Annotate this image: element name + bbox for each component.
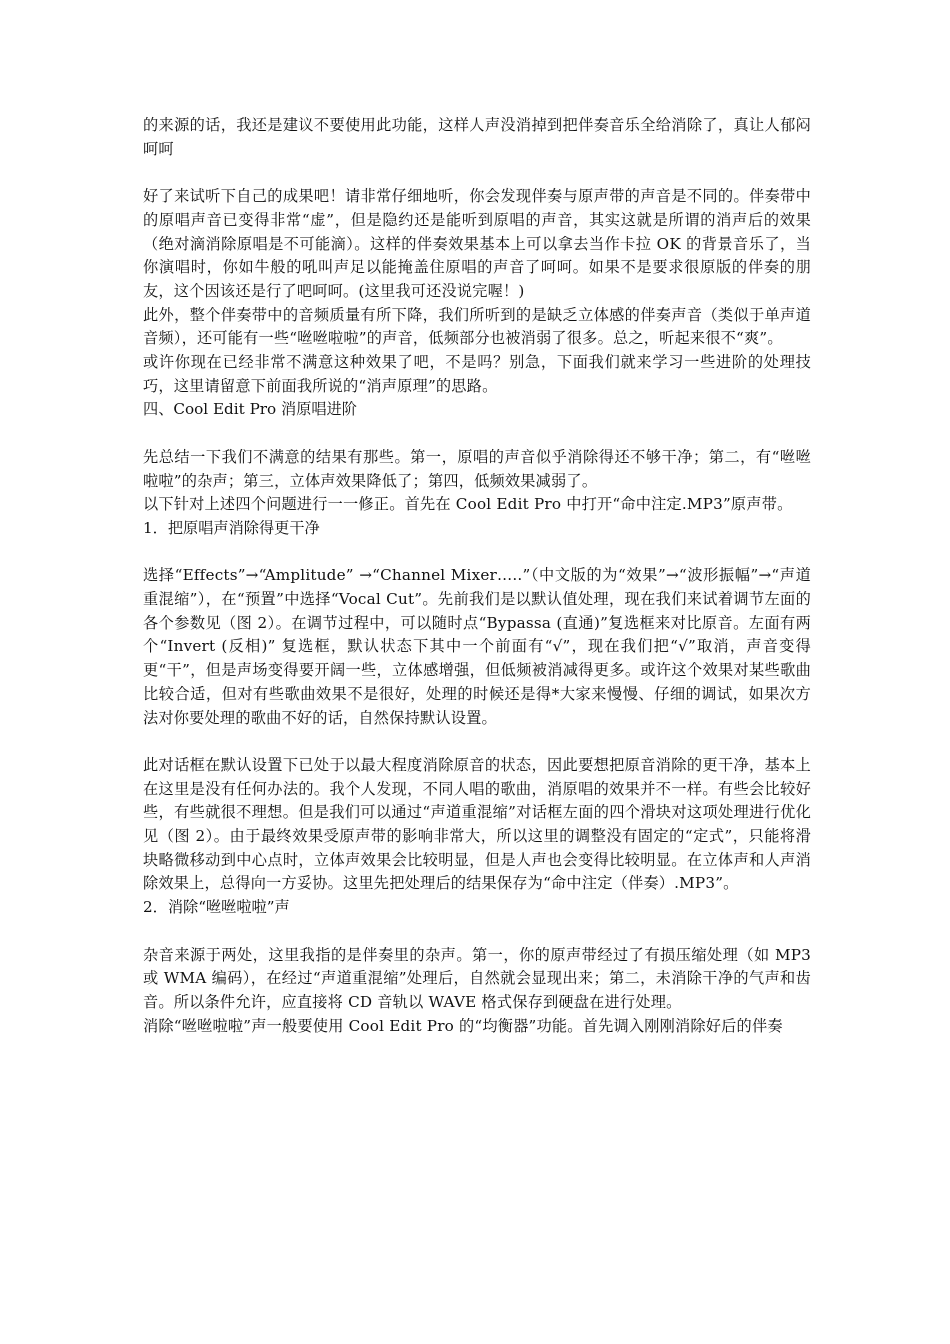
paragraph: 的来源的话，我还是建议不要使用此功能，这样人声没消掉到把伴奏音乐全给消除了，真让人郁闷呵呵 (143, 116, 811, 158)
paragraph: 此外，整个伴奏带中的音频质量有所下降，我们所听到的是缺乏立体感的伴奏声音（类似于单声道音频），还可能有一些“咝咝啦啦”的声音，低频部分也被消弱了很多。总之，听起来很不“爽”。 (143, 305, 811, 348)
paragraph: 选择“Effects”→“Amplitude” →“Channel Mixer…..”（中文版的为“效果”→“波形振幅”→“声道重混缩”），在“预置”中选择“Vocal Cut”。先前我们是以默认值处理，现在我们来试着调节左面的各个参数见（图 2）。在调节过程中，可以随时点“Bypassa (直通)”复选框来对比原音。左面有两个“Invert (反相)” 复选框，默认状态下其中一个前面有“√”，现在我们把“√”取消，声音变得更“干”，但是声场变得要开阔一些，立体感增强，但低频被消减得更多。或许这个效果对某些歌曲比较合适，但对有些歌曲效果不是很好，处理的时候还是得*大家来慢慢、仔细的调试，如果次方法对你要处理的歌曲不好的话，自然保持默认设置。 (143, 566, 811, 727)
paragraph: 好了来试听下自己的成果吧！请非常仔细地听，你会发现伴奏与原声带的声音是不同的。伴奏带中的原唱声音已变得非常“虚”，但是隐约还是能听到原唱的声音，其实这就是所谓的消声后的效果（绝对滴消除原唱是不可能滴）。这样的伴奏效果基本上可以拿去当作卡拉 OK 的背景音乐了，当你演唱时，你如牛般的吼叫声足以能掩盖住原唱的声音了呵呵。如果不是要求很原版的伴奏的朋友，这个因该还是行了吧呵呵。(这里我可还没说完喔！) (143, 187, 811, 300)
document-page (143, 114, 811, 1038)
paragraph: 消除“咝咝啦啦”声一般要使用 Cool Edit Pro 的“均衡器”功能。首先调入刚刚消除好后的伴奏 (143, 1016, 783, 1035)
subsection-heading: 2．消除“咝咝啦啦”声 (143, 898, 290, 917)
paragraph: 此对话框在默认设置下已处于以最大程度消除原音的状态，因此要想把原音消除的更干净，基本上在这里是没有任何办法的。我个人发现，不同人唱的歌曲，消原唱的效果并不一样。有些会比较好些，有些就很不理想。但是我们可以通过“声道重混缩”对话框左面的四个滑块对这项处理进行优化 见（图 2）。由于最终效果受原声带的影响非常大，所以这里的调整没有固定的“定式”，只能将滑块略微移动到中心点时，立体声效果会比较明显，但是人声也会变得比较明显。在立体声和人声消除效果上，总得向一方妥协。这里先把处理后的结果保存为“命中注定（伴奏）.MP3”。 (143, 755, 811, 893)
subsection-heading: 1．把原唱声消除得更干净 (143, 518, 320, 537)
paragraph: 先总结一下我们不满意的结果有那些。第一，原唱的声音似乎消除得还不够干净；第二，有“咝咝啦啦”的杂声；第三，立体声效果降低了；第四，低频效果减弱了。 (143, 447, 811, 490)
section-heading: 四、Cool Edit Pro 消原唱进阶 (143, 400, 357, 419)
paragraph: 杂音来源于两处，这里我指的是伴奏里的杂声。第一，你的原声带经过了有损压缩处理（如 MP3 或 WMA 编码），在经过“声道重混缩”处理后，自然就会显现出来；第二，未消除干净的气声和齿音。所以条件允许，应直接将 CD 音轨以 WAVE 格式保存到硬盘在进行处理。 (143, 945, 811, 1011)
paragraph: 以下针对上述四个问题进行一一修正。首先在 Cool Edit Pro 中打开“命中注定.MP3”原声带。 (143, 495, 793, 514)
paragraph: 或许你现在已经非常不满意这种效果了吧，不是吗？别急，下面我们就来学习一些进阶的处理技巧，这里请留意下前面我所说的“消声原理”的思路。 (143, 353, 811, 395)
